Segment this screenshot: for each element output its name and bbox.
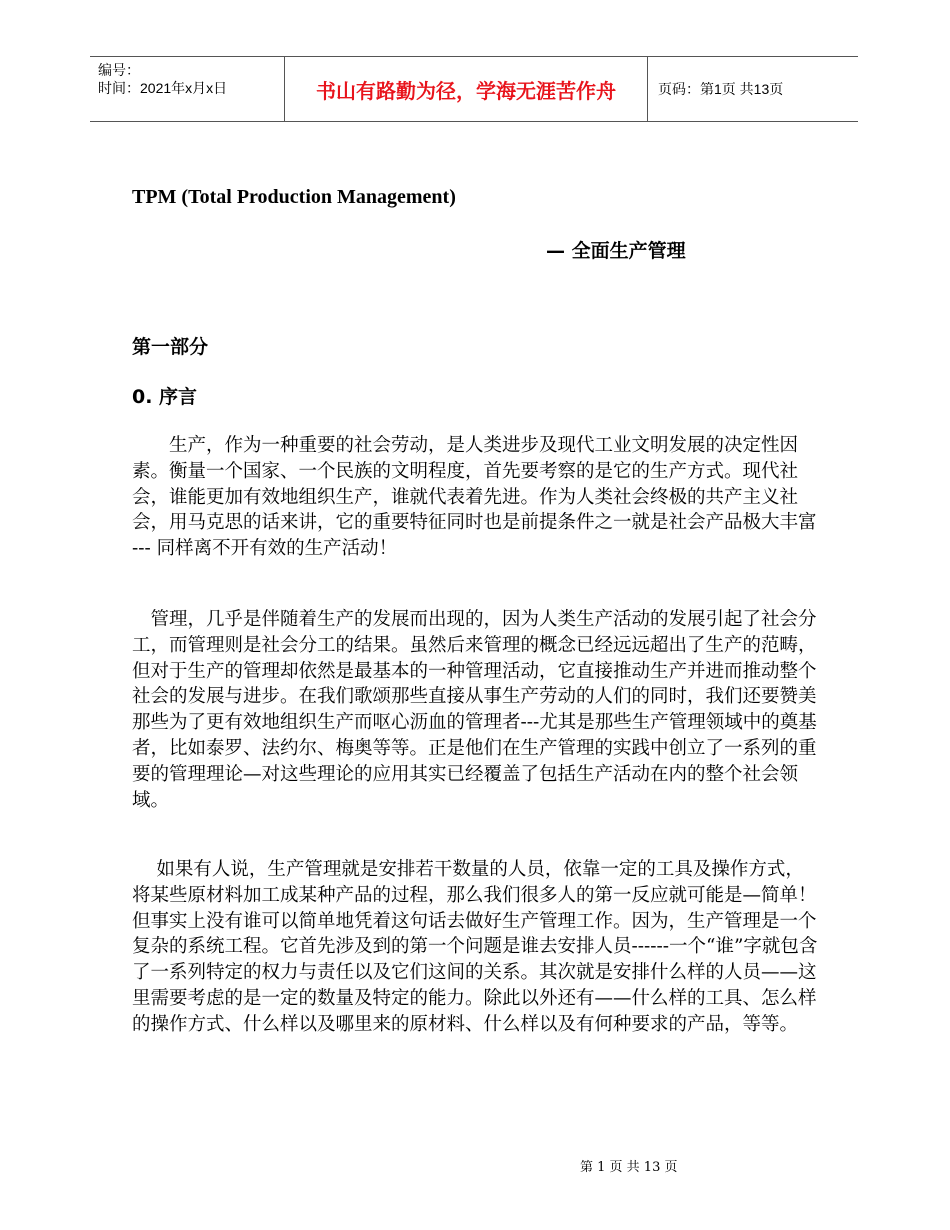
document-time-label: 时间：2021年x月x日 [98,80,228,96]
part-heading: 第一部分 [132,336,209,358]
document-title-english: TPM (Total Production Management) [132,186,456,208]
page-footer: 第 1 页 共 13 页 [580,1160,678,1175]
document-number-label: 编号： [98,62,140,78]
document-title-chinese: — 全面生产管理 [546,240,686,262]
header-motto-cell [285,57,648,121]
paragraph-2: 管理，几乎是伴随着生产的发展而出现的，因为人类生产活动的发展引起了社会分工，而管理则是社会分工的结果。虽然后来管理的概念已经远远超出了生产的范畴，但对于生产的管理却依然是最基本的一种管理活动，它直接推动生产并进而推动整个社会的发展与进步。在我们歌颂那些直接从事生产劳动的人们的同时，我们还要赞美那些为了更有效地组织生产而呕心沥血的管理者---尤其是那些生产管理领域中的奠基者，比如泰罗、法约尔、梅奥等等。正是他们在生产管理的实践中创立了一系列的重要的管理理论—对这些理论的应用其实已经覆盖了包括生产活动在内的整个社会领域。 [132,609,817,811]
paragraph-3: 如果有人说，生产管理就是安排若干数量的人员，依靠一定的工具及操作方式，将某些原材料加工成某种产品的过程，那么我们很多人的第一反应就可能是—简单！但事实上没有谁可以简单地凭着这句话去做好生产管理工作。因为，生产管理是一个复杂的系统工程。它首先涉及到的第一个问题是谁去安排人员------一个“谁”字就包含了一系列特定的权力与责任以及它们这间的关系。其次就是安排什么样的人员——这里需要考虑的是一定的数量及特定的能力。除此以外还有——什么样的工具、怎么样的操作方式、什么样以及哪里来的原材料、什么样以及有何种要求的产品，等等。 [132,859,818,1035]
header-motto: 书山有路勤为径，学海无涯苦作舟 [316,78,616,103]
paragraph-1: 生产，作为一种重要的社会劳动，是人类进步及现代工业文明发展的决定性因素。衡量一个国家、一个民族的文明程度，首先要考察的是它的生产方式。现代社会，谁能更加有效地组织生产，谁就代表着先进。作为人类社会终极的共产主义社会，用马克思的话来讲，它的重要特征同时也是前提条件之一就是社会产品极大丰富 --- 同样离不开有效的生产活动！ [132,435,817,560]
page-header [90,56,858,122]
header-meta [90,57,285,121]
section-heading: 0. 序言 [132,386,198,408]
header-page-info: 页码：第1页 共13页 [658,81,784,97]
